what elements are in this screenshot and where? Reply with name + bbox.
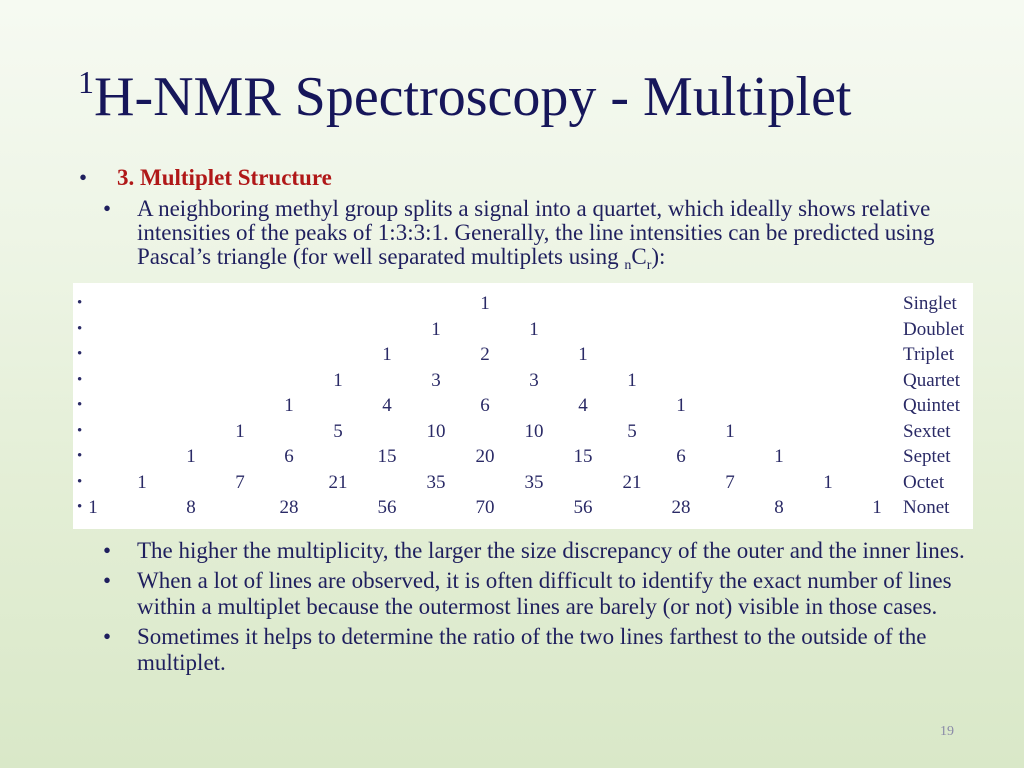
multiplet-name: Octet <box>903 471 945 493</box>
coefficient: 1 <box>284 395 294 416</box>
coefficient: 35 <box>426 471 446 493</box>
bullet-icon: • <box>77 422 83 439</box>
coefficient: 70 <box>475 497 495 518</box>
multiplet-name: Sextet <box>903 420 951 442</box>
bullet-icon: • <box>77 320 83 337</box>
coefficient: 1 <box>480 293 490 314</box>
section-heading-text: 3. Multiplet Structure <box>117 165 332 190</box>
coefficient: 1 <box>872 497 882 518</box>
coefficient: 6 <box>676 446 686 467</box>
bullet-icon: • <box>77 346 83 362</box>
subscript-r: r <box>646 258 652 273</box>
intro-text-main: A neighboring methyl group splits a signal into a quartet, which ideally shows relative intensities of the peaks of 1:3:3:1. Generally, the line intensities can be predicted using Pascal’s triangle (for well separated multiplets using <box>137 196 935 269</box>
pascal-row <box>73 317 973 342</box>
coefficient: 1 <box>186 446 196 467</box>
coefficient: 7 <box>235 471 245 493</box>
slide-title <box>78 62 851 139</box>
list-item <box>103 538 983 564</box>
bullet-icon: • <box>77 448 83 464</box>
coefficient: 15 <box>573 446 593 467</box>
coefficient: 1 <box>725 420 735 442</box>
pascal-row <box>73 342 973 367</box>
coefficient: 1 <box>88 497 98 518</box>
list-item <box>103 568 983 620</box>
coefficient: 6 <box>480 395 490 416</box>
coefficient: 1 <box>823 471 833 493</box>
intro-text <box>137 196 973 273</box>
multiplet-name: Quartet <box>903 369 960 391</box>
pascal-triangle-table <box>73 283 973 529</box>
coefficient: 2 <box>480 344 490 365</box>
bullet-icon: • <box>103 196 112 221</box>
coefficient: 56 <box>573 497 593 518</box>
intro-bullet <box>103 196 973 273</box>
coefficient: 10 <box>426 420 446 442</box>
multiplet-name: Nonet <box>903 497 950 518</box>
bullet-icon: • <box>103 568 112 593</box>
coefficient: 21 <box>328 471 348 493</box>
coefficient: 1 <box>578 344 588 365</box>
coefficient: 28 <box>671 497 691 518</box>
coefficient: 1 <box>382 344 392 365</box>
list-item-text: Sometimes it helps to determine the ratio of the two lines farthest to the outside of the multiplet. <box>137 624 927 675</box>
coefficient: 8 <box>774 497 784 518</box>
coefficient: 21 <box>622 471 642 493</box>
bullet-icon: • <box>77 499 83 515</box>
coefficient: 1 <box>137 471 147 493</box>
coefficient: 4 <box>578 395 588 416</box>
coefficient: 1 <box>676 395 686 416</box>
multiplet-name: Triplet <box>903 344 955 365</box>
bullet-icon: • <box>103 538 112 563</box>
coefficient: 28 <box>279 497 299 518</box>
pascal-row <box>73 470 973 495</box>
bullet-icon: • <box>77 397 83 413</box>
pascal-row <box>73 393 973 418</box>
multiplet-name: Doublet <box>903 318 965 340</box>
coefficient: 1 <box>529 318 539 340</box>
coefficient: 20 <box>475 446 495 467</box>
multiplet-name: Quintet <box>903 395 960 416</box>
list-item-text: The higher the multiplicity, the larger the size discrepancy of the outer and the inner lines. <box>137 538 965 563</box>
combination-c: C <box>631 244 647 269</box>
pascal-row <box>73 444 973 469</box>
coefficient: 35 <box>524 471 544 493</box>
coefficient: 10 <box>524 420 544 442</box>
page-number: 19 <box>940 724 954 739</box>
coefficient: 7 <box>725 471 735 493</box>
lower-bullet-list <box>103 538 983 680</box>
coefficient: 3 <box>529 369 539 391</box>
coefficient: 1 <box>235 420 245 442</box>
intro-text-end: ): <box>651 244 666 269</box>
bullet-icon: • <box>77 473 83 490</box>
pascal-row <box>73 419 973 444</box>
bullet-icon: • <box>79 165 88 190</box>
coefficient: 6 <box>284 446 294 467</box>
coefficient: 5 <box>627 420 637 442</box>
bullet-icon: • <box>77 371 83 388</box>
bullet-icon: • <box>103 624 112 649</box>
title-text: H-NMR Spectroscopy - Multiplet <box>94 66 852 128</box>
bullet-icon: • <box>77 295 83 311</box>
title-superscript: 1 <box>78 64 94 100</box>
coefficient: 8 <box>186 497 196 518</box>
coefficient: 1 <box>333 369 343 391</box>
coefficient: 1 <box>774 446 784 467</box>
list-item-text: When a lot of lines are observed, it is often difficult to identify the exact number of lines within a multiplet because the outermost lines are barely (or not) visible in those cases. <box>137 568 952 619</box>
pascal-row <box>73 291 973 316</box>
coefficient: 5 <box>333 420 343 442</box>
coefficient: 1 <box>431 318 441 340</box>
subscript-n: n <box>624 258 632 273</box>
coefficient: 56 <box>377 497 397 518</box>
coefficient: 3 <box>431 369 441 391</box>
multiplet-name: Singlet <box>903 293 957 314</box>
multiplet-name: Septet <box>903 446 951 467</box>
pascal-row <box>73 495 973 520</box>
coefficient: 4 <box>382 395 392 416</box>
list-item <box>103 624 983 676</box>
coefficient: 15 <box>377 446 397 467</box>
coefficient: 1 <box>627 369 637 391</box>
pascal-row <box>73 368 973 393</box>
